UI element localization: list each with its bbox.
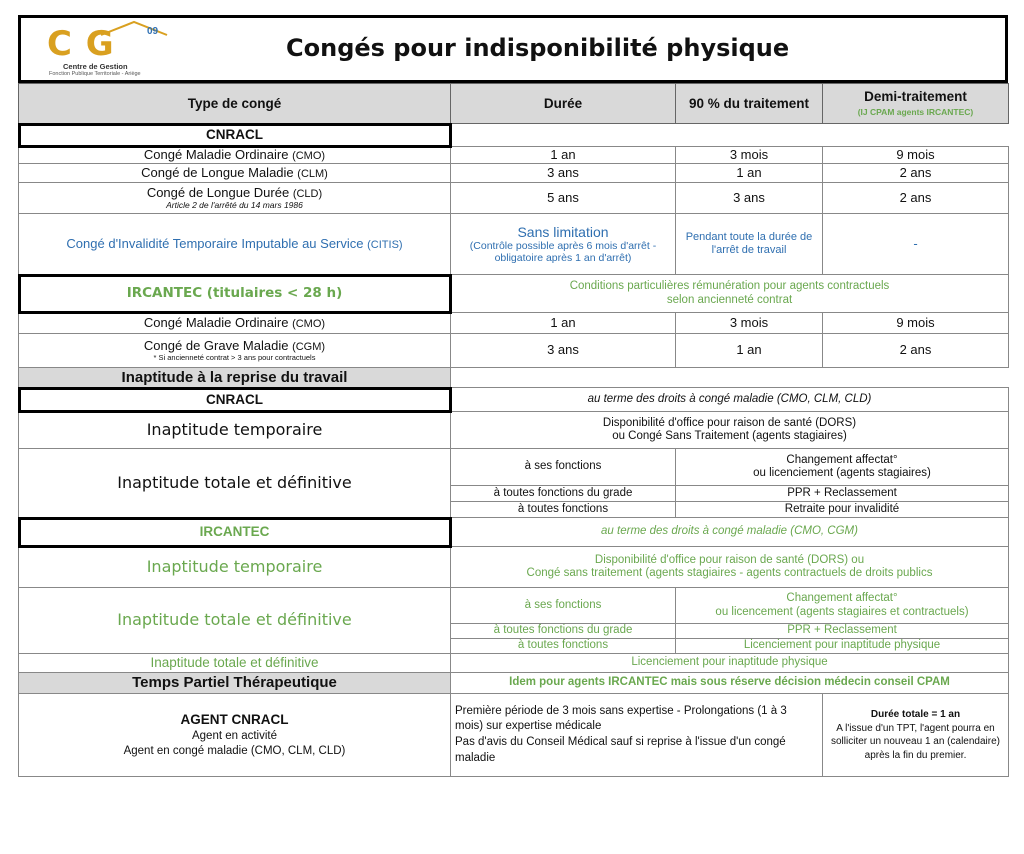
tpt-title: Temps Partiel Thérapeutique <box>19 673 451 694</box>
inapt-ircantec-terme: au terme des droits à congé maladie (CMO, CGM) <box>451 518 1009 547</box>
ircantec-section-row <box>19 275 1009 313</box>
row-type: Congé Maladie Ordinaire (CMO) <box>19 313 451 334</box>
row-note: Article 2 de l'arrêté du 14 mars 1986 <box>166 199 303 210</box>
document-sheet <box>18 15 1008 777</box>
row-90: 1 an <box>676 334 823 368</box>
row-duree: 1 an <box>451 313 676 334</box>
inapt-temp-label: Inaptitude temporaire <box>19 547 451 588</box>
inapt-totale-label: Inaptitude totale et définitive <box>19 588 451 654</box>
inapt-fonctions: à ses fonctions <box>451 449 676 486</box>
row-type: Congé de Grave Maladie (CGM) * Si ancienneté contrat > 3 ans pour contractuels <box>19 334 451 368</box>
row-type: Congé de Longue Maladie (CLM) <box>19 164 451 183</box>
inapt-toutes-value: Retraite pour invalidité <box>676 502 1009 518</box>
inapt-toutes: à toutes fonctions <box>451 502 676 518</box>
inapt-toutes-value: Licenciement pour inaptitude physique <box>676 639 1009 654</box>
citis-type: Congé d'Invalidité Temporaire Imputable au Service (CITIS) <box>19 214 451 275</box>
table-row <box>19 313 1009 334</box>
inapt-grade: à toutes fonctions du grade <box>451 486 676 502</box>
row-demi: 2 ans <box>823 334 1009 368</box>
row-90: 3 ans <box>676 183 823 214</box>
logo-name: Centre de Gestion <box>63 62 128 71</box>
demi-sublabel: (IJ CPAM agents IRCANTEC) <box>857 106 974 117</box>
row-demi: 2 ans <box>823 164 1009 183</box>
inapt-fonctions-value: Changement affectat° ou licenciement (agents stagiaires) <box>676 449 1009 486</box>
inapt-cnracl-row <box>19 388 1009 412</box>
tpt-duree: Durée totale = 1 an A l'issue d'un TPT, l'agent pourra en solliciter un nouveau 1 an (calendaire) après la fin du premier. <box>823 694 1009 777</box>
tpt-agent: AGENT CNRACL Agent en activité Agent en congé maladie (CMO, CLM, CLD) <box>19 694 451 777</box>
table-row <box>19 449 1009 486</box>
row-demi: 9 mois <box>823 147 1009 164</box>
inapt-temp-value: Disponibilité d'office pour raison de santé (DORS) ou Congé sans traitement (agents stagiaires - agents contractuels de droits publics <box>451 547 1009 588</box>
table-row <box>19 334 1009 368</box>
table-row <box>19 412 1009 449</box>
table-row <box>19 547 1009 588</box>
inapt-grade-value: PPR + Reclassement <box>676 486 1009 502</box>
citis-demi: - <box>823 214 1009 275</box>
inapt-fonctions-value: Changement affectat° ou licencement (agents stagiaires et contractuels) <box>676 588 1009 624</box>
ircantec-conditions: Conditions particulières rémunération pour agents contractuels selon ancienneté contrat <box>451 275 1009 313</box>
logo-subtitle: Fonction Publique Territoriale - Ariège <box>49 71 141 77</box>
row-duree: 1 an <box>451 147 676 164</box>
inapt-toutes: à toutes fonctions <box>451 639 676 654</box>
table-header-row <box>19 84 1009 124</box>
row-type: Congé Maladie Ordinaire (CMO) <box>19 147 451 164</box>
inapt-last-row <box>19 654 1009 673</box>
citis-duree: Sans limitation (Contrôle possible après 6 mois d'arrêt - obligatoire après 1 an d'arrêt) <box>451 214 676 275</box>
citis-row <box>19 214 1009 275</box>
inapt-ircantec-label: IRCANTEC <box>19 518 451 547</box>
document-header <box>18 15 1008 83</box>
row-90: 3 mois <box>676 313 823 334</box>
table-row <box>19 183 1009 214</box>
row-duree: 5 ans <box>451 183 676 214</box>
row-demi: 2 ans <box>823 183 1009 214</box>
row-90: 1 an <box>676 164 823 183</box>
logo-letters: C G <box>47 24 115 64</box>
row-90: 3 mois <box>676 147 823 164</box>
row-duree: 3 ans <box>451 164 676 183</box>
inaptitude-title: Inaptitude à la reprise du travail <box>19 368 451 388</box>
col-duree-header: Durée <box>451 84 676 124</box>
inapt-fonctions: à ses fonctions <box>451 588 676 624</box>
table-row <box>19 588 1009 624</box>
demi-label: Demi-traitement <box>864 89 967 105</box>
conges-table <box>18 83 1009 777</box>
inapt-temp-label: Inaptitude temporaire <box>19 412 451 449</box>
table-row <box>19 147 1009 164</box>
citis-90: Pendant toute la durée de l'arrêt de travail <box>676 214 823 275</box>
empty-cell <box>451 124 1009 147</box>
inapt-last-label: Inaptitude totale et définitive <box>19 654 451 673</box>
inapt-grade: à toutes fonctions du grade <box>451 624 676 639</box>
inapt-totale-label: Inaptitude totale et définitive <box>19 449 451 518</box>
row-type: Congé de Longue Durée (CLD) Article 2 de l'arrêté du 14 mars 1986 <box>19 183 451 214</box>
cdg-logo <box>47 24 167 80</box>
row-note: * Si ancienneté contrat > 3 ans pour contractuels <box>153 352 316 362</box>
inapt-temp-value: Disponibilité d'office pour raison de santé (DORS) ou Congé Sans Traitement (agents stagiaires) <box>451 412 1009 449</box>
tpt-agent-row <box>19 694 1009 777</box>
col-90-header: 90 % du traitement <box>676 84 823 124</box>
tpt-title-row <box>19 673 1009 694</box>
inapt-cnracl-terme: au terme des droits à congé maladie (CMO, CLM, CLD) <box>451 388 1009 412</box>
cnracl-label: CNRACL <box>19 124 451 147</box>
inapt-last-value: Licenciement pour inaptitude physique <box>451 654 1009 673</box>
inapt-ircantec-row <box>19 518 1009 547</box>
table-row <box>19 164 1009 183</box>
empty-cell <box>451 368 1009 388</box>
logo-number: 09 <box>147 26 159 37</box>
page-title: Congés pour indisponibilité physique <box>286 34 790 62</box>
tpt-idem: Idem pour agents IRCANTEC mais sous réserve décision médecin conseil CPAM <box>451 673 1009 694</box>
inaptitude-title-row <box>19 368 1009 388</box>
row-demi: 9 mois <box>823 313 1009 334</box>
row-duree: 3 ans <box>451 334 676 368</box>
tpt-periode: Première période de 3 mois sans expertise - Prolongations (1 à 3 mois) sur expertise médicale Pas d'avis du Conseil Médical sauf si reprise à l'issue d'un congé maladie <box>451 694 823 777</box>
col-demi-header <box>823 84 1009 124</box>
inapt-cnracl-label: CNRACL <box>19 388 451 412</box>
ircantec-label: IRCANTEC (titulaires < 28 h) <box>19 275 451 313</box>
inapt-grade-value: PPR + Reclassement <box>676 624 1009 639</box>
col-type-header: Type de congé <box>19 84 451 124</box>
cnracl-section-row <box>19 124 1009 147</box>
